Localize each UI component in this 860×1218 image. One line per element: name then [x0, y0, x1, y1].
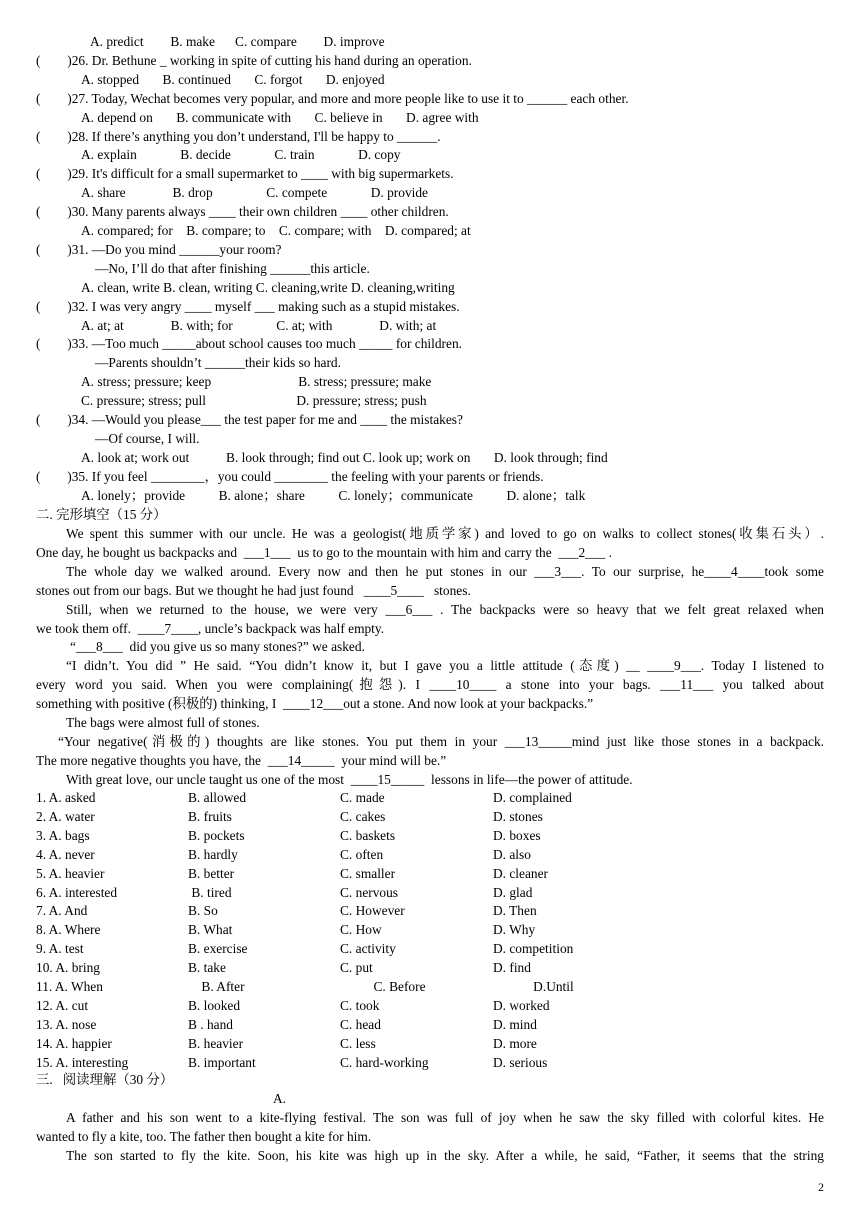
reading-line: The son started to fly the kite. Soon, his kite was high up in the sky. After a while, he said, “Father, it seems that the string — [66, 1147, 824, 1163]
question-line: A. stopped B. continued C. forgot D. enjoyed — [81, 71, 385, 87]
question-line: ( )29. It's difficult for a small supermarket to ____ with big supermarkets. — [36, 166, 454, 182]
cloze-option: C. head — [340, 1016, 381, 1032]
cloze-option: B. heavier — [188, 1035, 244, 1051]
cloze-option: 15. A. interesting — [36, 1054, 129, 1070]
passage-line: stones out from our bags. But we thought he had just found ____5____ stones. — [36, 582, 471, 598]
cloze-option: 9. A. test — [36, 941, 84, 957]
passage-line: The bags were almost full of stones. — [66, 715, 260, 730]
cloze-option: B. allowed — [188, 790, 247, 805]
question-line: A. compared; for B. compare; to C. compare; with D. compared; at — [81, 223, 471, 238]
passage-line: With great love, our uncle taught us one of the most ____15_____ lessons in life—the power of attitude. — [66, 771, 633, 787]
question-line: A. stress; pressure; keep B. stress; pressure; make — [81, 374, 432, 390]
cloze-option: C. How — [340, 922, 382, 938]
reading-line: A father and his son went to a kite-flying festival. The son was full of joy when he saw the sky filled with colorful kites. He — [66, 1110, 824, 1125]
question-line: ( )34. —Would you please___ the test paper for me and ____ the mistakes? — [36, 412, 463, 427]
question-line: A. clean, write B. clean, writing C. cleaning,write D. cleaning,writing — [81, 279, 455, 295]
question-line: ( )27. Today, Wechat becomes very popular, and more and more people like to use it to ______ each other. — [36, 90, 629, 106]
passage-line: The more negative thoughts you have, the ___14_____ your mind will be.” — [36, 752, 447, 768]
cloze-option: C. cakes — [340, 808, 386, 824]
cloze-option: D. Why — [493, 922, 536, 938]
cloze-option: D. also — [493, 846, 531, 862]
cloze-option: B. pockets — [188, 827, 245, 843]
cloze-option: D. cleaner — [493, 865, 549, 881]
reading-passage-label: A. — [273, 1091, 287, 1106]
cloze-option: 4. A. never — [36, 846, 95, 862]
cloze-option: D. worked — [493, 997, 550, 1013]
cloze-option: C. baskets — [340, 827, 396, 843]
question-line: A. share B. drop C. compete D. provide — [81, 185, 428, 201]
question-line: ( )33. —Too much _____about school causes too much _____ for children. — [36, 336, 462, 352]
cloze-option: C. smaller — [340, 865, 396, 881]
cloze-option: D. mind — [493, 1016, 537, 1032]
question-line: A. lonely；provide B. alone；share C. lonely；communicate D. alone；talk — [81, 487, 586, 503]
question-line: A. explain B. decide C. train D. copy — [81, 147, 401, 163]
section-3-title: 三. 阅读理解（30 分） — [36, 1072, 174, 1087]
passage-line: Still, when we returned to the house, we were very ___6___ . The backpacks were so heavy that we felt great relaxed when — [66, 601, 824, 617]
question-line: ( )32. I was very angry ____ myself ___ making such as a stupid mistakes. — [36, 298, 460, 314]
cloze-option: C. nervous — [340, 884, 399, 900]
cloze-option: B. important — [188, 1054, 256, 1070]
cloze-option: B. So — [188, 903, 218, 919]
cloze-option: C. made — [340, 790, 385, 805]
cloze-option: C. Before — [340, 979, 426, 994]
cloze-option: B. hardly — [188, 846, 238, 862]
cloze-option: C. often — [340, 846, 384, 862]
cloze-option: C. hard-working — [340, 1054, 429, 1070]
cloze-option: D.Until — [493, 979, 574, 994]
cloze-option: 3. A. bags — [36, 827, 90, 843]
cloze-option: D. boxes — [493, 827, 541, 843]
question-line: ( )28. If there’s anything you don’t understand, I'll be happy to ______. — [36, 128, 441, 144]
cloze-option: B . hand — [188, 1016, 234, 1032]
cloze-option: C. However — [340, 903, 405, 919]
question-line: C. pressure; stress; pull D. pressure; stress; push — [81, 393, 427, 409]
passage-line: something with positive (积极的) thinking, I ____12___out a stone. And now look at your backpacks.” — [36, 696, 594, 712]
passage-line: One day, he bought us backpacks and ___1___ us to go to the mountain with him and carry the ___2___ . — [36, 544, 612, 560]
section-2-title: 二. 完形填空（15 分） — [36, 507, 167, 522]
question-line: ( )35. If you feel ________，you could ________ the feeling with your parents or friends. — [36, 468, 544, 484]
passage-line: every word you said. When you were complaining(抱怨). I ____10____ a stone into your bags. ___11___ you talked about — [36, 677, 824, 693]
passage-line: We spent this summer with our uncle. He was a geologist(地质学家) and loved to go on walks to collect stones(收集石头）. — [66, 526, 824, 541]
question-line: A. at; at B. with; for C. at; with D. with; at — [81, 317, 437, 333]
cloze-option: B. exercise — [188, 941, 248, 957]
cloze-option: B. looked — [188, 997, 241, 1013]
question-line: ( )30. Many parents always ____ their own children ____ other children. — [36, 204, 449, 220]
cloze-option: B. better — [188, 865, 235, 881]
cloze-option: 14. A. happier — [36, 1035, 112, 1051]
cloze-option: D. Then — [493, 903, 537, 919]
cloze-option: 12. A. cut — [36, 997, 89, 1013]
question-line: A. predict B. make C. compare D. improve — [90, 34, 385, 49]
cloze-option: C. put — [340, 960, 373, 976]
cloze-option: B. What — [188, 922, 233, 938]
cloze-option: 10. A. bring — [36, 960, 100, 976]
reading-line: wanted to fly a kite, too. The father then bought a kite for him. — [36, 1128, 372, 1144]
passage-line: “I didn’t. You did ” He said. “You didn’t know it, but I gave you a little attitude (态度) __ ____9___. Today I listened to — [66, 658, 824, 674]
cloze-option: C. less — [340, 1035, 376, 1051]
cloze-option: B. After — [188, 979, 245, 994]
cloze-option: 8. A. Where — [36, 922, 101, 938]
page-number: 2 — [818, 1180, 824, 1194]
question-line: A. depend on B. communicate with C. believe in D. agree with — [81, 109, 479, 125]
cloze-option: D. glad — [493, 884, 533, 900]
cloze-option: 6. A. interested — [36, 884, 118, 900]
cloze-option: 2. A. water — [36, 808, 95, 824]
question-line: A. look at; work out B. look through; find out C. look up; work on D. look through; find — [81, 449, 608, 465]
cloze-option: 13. A. nose — [36, 1016, 97, 1032]
cloze-option: 11. A. When — [36, 979, 103, 994]
question-line: ( )26. Dr. Bethune _ working in spite of cutting his hand during an operation. — [36, 52, 472, 68]
cloze-option: D. complained — [493, 790, 572, 805]
passage-line: “Your negative(消极的) thoughts are like stones. You put them in your ___13_____mind just like those stones in a backpack. — [58, 733, 824, 749]
cloze-option: D. competition — [493, 941, 574, 957]
question-line: ( )31. —Do you mind ______your room? — [36, 241, 282, 257]
cloze-option: D. find — [493, 960, 531, 976]
cloze-option: 5. A. heavier — [36, 865, 105, 881]
passage-line: we took them off. ____7____, uncle’s backpack was half empty. — [36, 620, 385, 636]
cloze-option: B. tired — [188, 884, 232, 900]
cloze-option: 1. A. asked — [36, 790, 96, 805]
passage-line: “___8___ did you give us so many stones?” we asked. — [70, 639, 365, 655]
passage-line: The whole day we walked around. Every now and then he put stones in our ___3___. To our surprise, he____4____took some — [66, 563, 824, 579]
cloze-option: 7. A. And — [36, 903, 88, 919]
question-line: —Of course, I will. — [95, 430, 200, 446]
question-line: —Parents shouldn’t ______their kids so hard. — [95, 355, 341, 371]
cloze-option: C. took — [340, 997, 380, 1013]
question-line: —No, I’ll do that after finishing ______this article. — [95, 260, 370, 276]
cloze-option: B. fruits — [188, 808, 232, 824]
cloze-option: C. activity — [340, 941, 396, 957]
cloze-option: B. take — [188, 960, 226, 976]
cloze-option: D. serious — [493, 1054, 548, 1070]
cloze-option: D. stones — [493, 808, 543, 824]
cloze-option: D. more — [493, 1035, 537, 1051]
